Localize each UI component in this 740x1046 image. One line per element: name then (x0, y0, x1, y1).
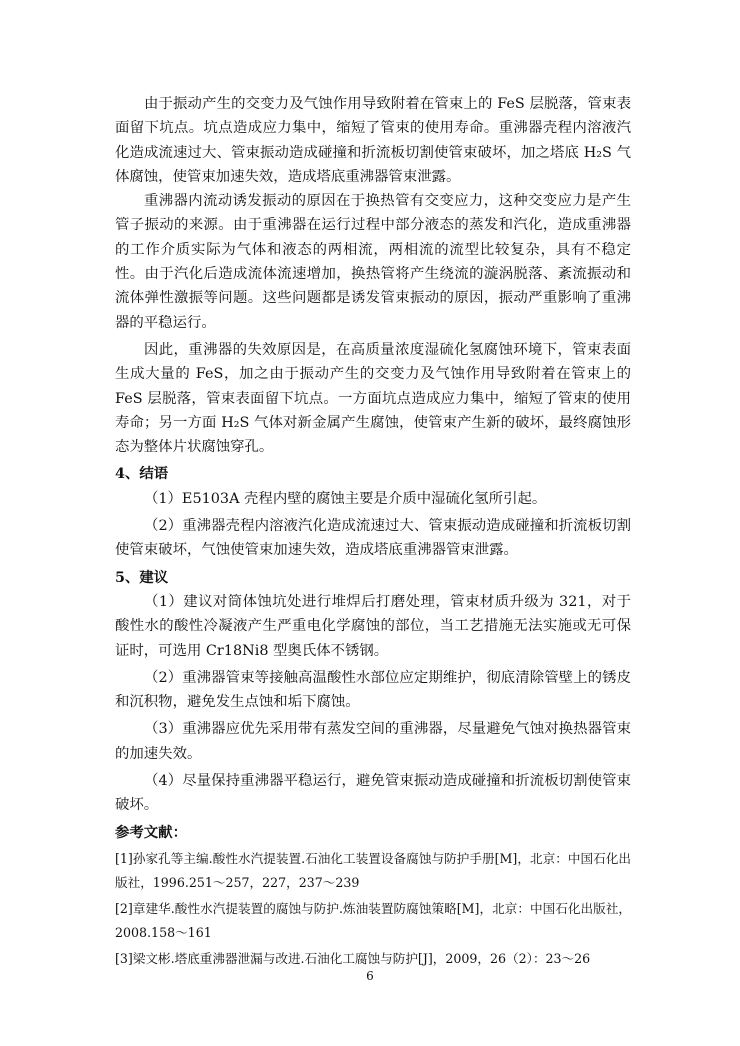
page-number: 6 (366, 969, 374, 983)
conclusion-heading: 4、结语 (115, 465, 169, 483)
suggestions-heading: 5、建议 (115, 568, 169, 586)
conclusion-item-2: （2）重沸器壳程内溶液汽化造成流速过大、管束振动造成碰撞和折流板切割使管束破坏，气蚀使管束加速失效，造成塔底重沸器管束泄露。 (115, 518, 631, 559)
paragraph-3: 因此，重沸器的失效原因是，在高质量浓度湿硫化氢腐蚀环境下，管束表面生成大量的 FeS，加之由于振动产生的交变力及气蚀作用导致附着在管束上的 FeS 层脱落，管束表面留下坑点。一方面坑点造成应力集中，缩短了管束的使用寿命；另一方面 H₂S 气体对新金属产生腐蚀，使管束产生新的破坏，最终腐蚀形态为整体片状腐蚀穿孔。 (115, 341, 631, 456)
references-heading: 参考文献： (115, 823, 187, 841)
reference-item-2: [2]章建华.酸性水汽提装置的腐蚀与防护.炼油装置防腐蚀策略[M]，北京：中国石化出版社，2008.158～161 (115, 900, 631, 940)
suggestion-item-3: （3）重沸器应优先采用带有蒸发空间的重沸器，尽量避免气蚀对换热器管束的加速失效。 (115, 721, 631, 762)
suggestion-item-2: （2）重沸器管束等接触高温酸性水部位应定期维护，彻底清除管壁上的锈皮和沉积物，避免发生点蚀和垢下腐蚀。 (115, 669, 631, 711)
references-list (115, 847, 631, 971)
suggestion-item-4: （4）尽量保持重沸器平稳运行，避免管束振动造成碰撞和折流板切割使管束破坏。 (115, 773, 631, 814)
page-content (115, 92, 631, 971)
reference-item-3: [3]梁文彬.塔底重沸器泄漏与改进.石油化工腐蚀与防护[J]，2009，26（2）：23～26 (115, 950, 591, 966)
paragraph-2: 重沸器内流动诱发振动的原因在于换热管有交变应力，这种交变应力是产生管子振动的来源。由于重沸器在运行过程中部分液态的蒸发和汽化，造成重沸器的工作介质实际为气体和液态的两相流，两相流的流型比较复杂，具有不稳定性。由于汽化后造成流体流速增加，换热管将产生绕流的漩涡脱落、紊流振动和流体弹性激振等问题。这些问题都是诱发管束振动的原因，振动严重影响了重沸器的平稳运行。 (115, 193, 631, 331)
reference-item-1: [1]孙家孔等主编.酸性水汽提装置.石油化工装置设备腐蚀与防护手册[M]，北京：中国石化出版社，1996.251～257，227，237～239 (115, 850, 631, 890)
paragraph-1: 由于振动产生的交变力及气蚀作用导致附着在管束上的 FeS 层脱落，管束表面留下坑点。坑点造成应力集中，缩短了管束的使用寿命。重沸器壳程内溶液汽化造成流速过大、管束振动造成碰撞和折流板切割使管束破坏，加之塔底 H₂S 气体腐蚀，使管束加速失效，造成塔底重沸器管束泄露。 (115, 96, 631, 185)
conclusion-item-1: （1）E5103A 壳程内壁的腐蚀主要是介质中湿硫化氢所引起。 (144, 490, 547, 507)
suggestion-item-1: （1）建议对筒体蚀坑处进行堆焊后打磨处理，管束材质升级为 321，对于酸性水的酸性冷凝液产生严重电化学腐蚀的部位，当工艺措施无法实施或无可保证时，可选用 Cr18Ni8 型奥氏体不锈钢。 (115, 593, 631, 659)
